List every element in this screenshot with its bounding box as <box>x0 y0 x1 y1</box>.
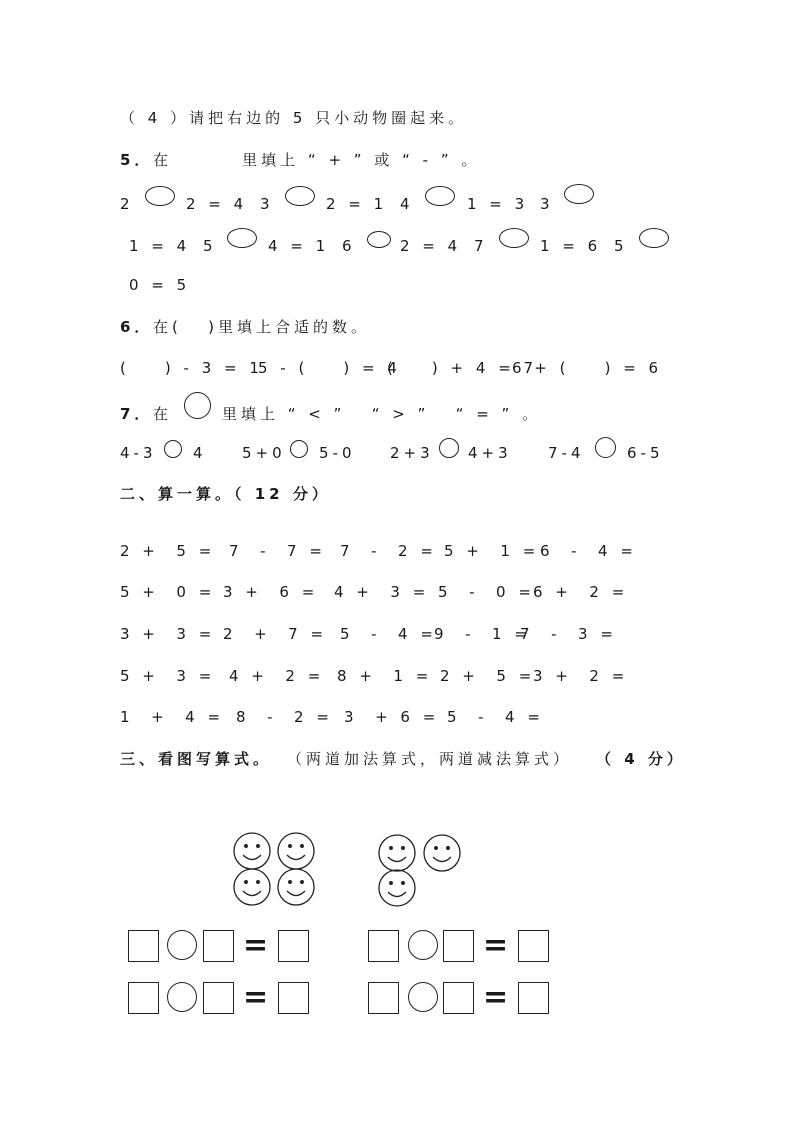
q6-instruction: 在( )里填上合适的数。 <box>153 318 371 336</box>
q7-item-1-left: 4-3 <box>120 444 157 462</box>
q5-item-2-right: 2 = 1 <box>326 195 388 213</box>
section-2-title: 二、算一算。（ 12 分） <box>120 485 331 503</box>
answer-box[interactable] <box>518 982 549 1014</box>
q5-item-8-left: 5 <box>614 237 628 255</box>
q5-item-5-left: 5 <box>203 237 217 255</box>
answer-box[interactable] <box>443 930 474 962</box>
smiley-face-icon <box>379 835 415 871</box>
answer-box[interactable] <box>128 930 159 962</box>
calc-r4-c2: 4 + 2 = <box>229 667 325 685</box>
answer-box[interactable] <box>203 930 234 962</box>
calc-r4-c5: 3 + 2 = <box>533 667 629 685</box>
answer-box[interactable] <box>443 982 474 1014</box>
calc-r3-c1: 3 + 3 = <box>120 625 216 643</box>
q7-number: 7． <box>120 405 154 423</box>
q7-item-4-right: 6-5 <box>627 444 664 462</box>
q5-item-6-right: 2 = 4 <box>400 237 462 255</box>
equals-sign: = <box>243 980 269 1015</box>
section-3-title: 三、看图写算式。 <box>120 750 273 768</box>
answer-box[interactable] <box>278 982 309 1014</box>
operator-circle[interactable] <box>167 930 197 960</box>
q5-item-8-right: 0 = 5 <box>129 276 191 294</box>
q5-item-3-right: 1 = 3 <box>467 195 529 213</box>
q5-item-1-right: 2 = 4 <box>186 195 248 213</box>
smiley-face-icon <box>234 833 270 869</box>
calc-r5-c3: 3 + 6 = <box>344 708 440 726</box>
calc-r3-c3: 5 - 4 = <box>340 625 437 643</box>
q5-item-4-right: 1 = 4 <box>129 237 191 255</box>
answer-box[interactable] <box>368 982 399 1014</box>
q7-item-4-left: 7-4 <box>548 444 585 462</box>
calc-r1-c3: 7 - 2 = <box>340 542 437 560</box>
calc-r2-c4: 5 - 0 = <box>438 583 535 601</box>
calc-r3-c2: 2 + 7 = <box>223 625 328 643</box>
calc-r3-c4: 9 - 1 = <box>434 625 531 643</box>
smiley-face-icon <box>278 833 314 869</box>
q7-item-1-right: 4 <box>193 444 207 462</box>
equals-sign: = <box>483 980 509 1015</box>
smiley-face-icon <box>379 870 415 906</box>
q7-instruction-a: 在 <box>153 405 173 423</box>
equals-sign: = <box>243 928 269 963</box>
q5-item-6-left: 6 <box>342 237 356 255</box>
section-3-score: （ 4 分） <box>596 750 686 768</box>
calc-r5-c1: 1 + 4 = <box>120 708 225 726</box>
q6-item-1: ( ) - 3 = 1 <box>120 359 263 377</box>
q5-item-3-left: 4 <box>400 195 414 213</box>
q5-item-7-left: 7 <box>474 237 488 255</box>
q7-item-3-left: 2+3 <box>390 444 434 462</box>
smiley-face-icon <box>234 869 270 905</box>
q5-instruction: 在 里填上 “ + ” 或 “ - ” 。 <box>153 151 481 169</box>
calc-r1-c4: 5 + 1 = <box>444 542 540 560</box>
calc-r1-c1: 2 + 5 = <box>120 542 216 560</box>
calc-r4-c4: 2 + 5 = <box>440 667 536 685</box>
operator-circle[interactable] <box>408 982 438 1012</box>
answer-box[interactable] <box>203 982 234 1014</box>
smiley-face-icon <box>278 869 314 905</box>
answer-box[interactable] <box>128 982 159 1014</box>
equals-sign: = <box>483 928 509 963</box>
q7-item-2-left: 5+0 <box>242 444 286 462</box>
q5-item-7-right: 1 = 6 <box>540 237 602 255</box>
operator-circle[interactable] <box>408 930 438 960</box>
calc-r5-c4: 5 - 4 = <box>447 708 544 726</box>
operator-circle[interactable] <box>167 982 197 1012</box>
q6-item-4: 6 + ( ) = 6 <box>512 359 663 377</box>
q7-instruction-b: 里填上 “ < ” “ > ” “ = ” 。 <box>222 405 542 423</box>
q5-item-2-left: 3 <box>260 195 274 213</box>
answer-box[interactable] <box>518 930 549 962</box>
calc-r2-c2: 3 + 6 = <box>223 583 319 601</box>
q6-item-3: ( ) + 4 = 7 <box>387 359 538 377</box>
smiley-face-icon <box>424 835 460 871</box>
q4-text: （ 4 ）请把右边的 5 只小动物圈起来。 <box>120 109 468 127</box>
q7-item-3-right: 4+3 <box>468 444 512 462</box>
calc-r5-c2: 8 - 2 = <box>236 708 333 726</box>
calc-r4-c3: 8 + 1 = <box>337 667 433 685</box>
q5-item-4-left: 3 <box>540 195 554 213</box>
calc-r4-c1: 5 + 3 = <box>120 667 216 685</box>
calc-r2-c1: 5 + 0 = <box>120 583 216 601</box>
answer-box[interactable] <box>278 930 309 962</box>
calc-r1-c5: 6 - 4 = <box>540 542 637 560</box>
calc-r3-c5: 7 - 3 = <box>520 625 617 643</box>
q5-item-1-left: 2 <box>120 195 134 213</box>
answer-box[interactable] <box>368 930 399 962</box>
calc-r2-c5: 6 + 2 = <box>533 583 629 601</box>
section-3-subtitle: （两道加法算式，两道减法算式） <box>287 750 573 768</box>
q7-item-2-right: 5-0 <box>319 444 356 462</box>
q6-number: 6． <box>120 318 154 336</box>
calc-r2-c3: 4 + 3 = <box>334 583 430 601</box>
q5-item-5-right: 4 = 1 <box>268 237 330 255</box>
q5-number: 5． <box>120 151 154 169</box>
q6-item-2: 5 - ( ) = 4 <box>258 359 401 377</box>
calc-r1-c2: 7 - 7 = <box>229 542 326 560</box>
